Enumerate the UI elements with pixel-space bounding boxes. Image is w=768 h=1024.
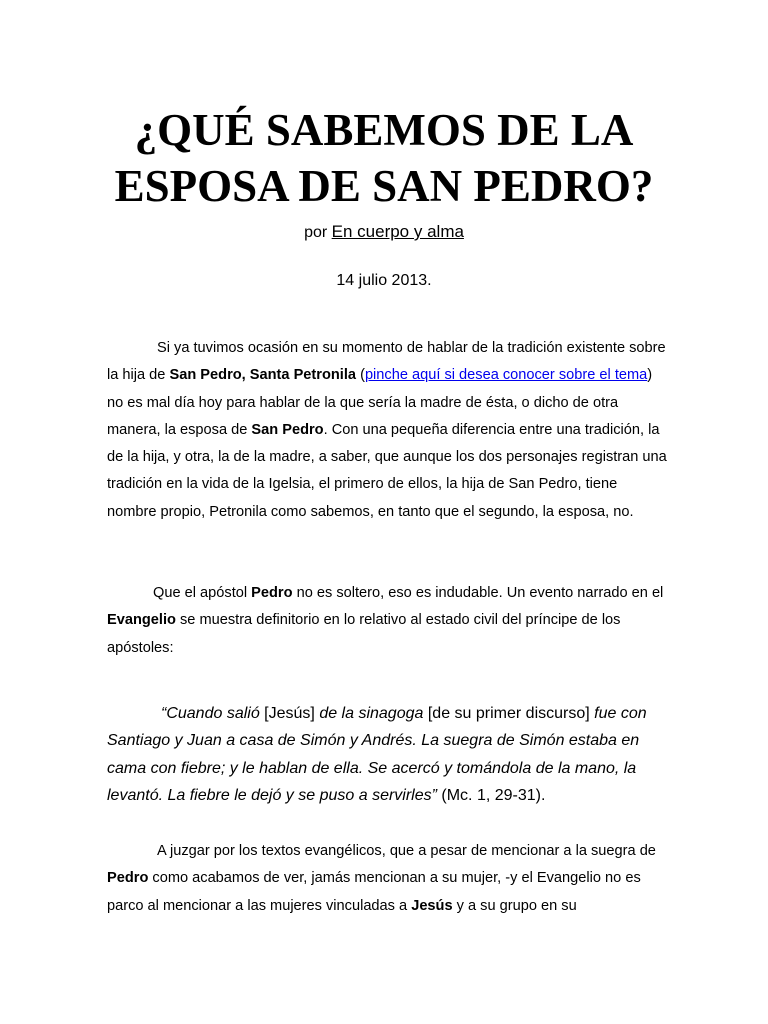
petronila-link[interactable]: pinche aquí si desea conocer sobre el tema <box>364 367 648 384</box>
paragraph-text: [Jesús] <box>259 705 320 722</box>
bold-text: San Pedro, Santa Petronila <box>169 367 357 384</box>
paragraph-text: Si ya tuvimos ocasión en su momento de hablar de la tradición existente sobre la hija de <box>107 340 666 384</box>
bold-text: Jesús <box>411 897 453 914</box>
byline-prefix: por <box>304 224 328 241</box>
paragraph-text: . Con una pequeña diferencia entre una tradición, la de la hija, y otra, la de la madre, a saber, que aunque los dos personajes registran una tradición en la vida de la Igelsia, el primero de ellos, la hija de San Pedro, tiene nombre propio, Petronila como sabemos, en tanto que el segundo, la esposa, no. <box>107 421 667 520</box>
author-link[interactable]: En cuerpo y alma <box>331 222 464 241</box>
citation: (Mc. 1, 29-31). <box>436 786 546 804</box>
paragraph-text: no es soltero, eso es indudable. Un evento narrado en el <box>292 585 664 601</box>
title-line-1: ¿QUÉ SABEMOS DE LA <box>134 105 634 155</box>
italic-text: “Cuando salió <box>161 705 260 722</box>
paragraph-2 <box>107 580 667 662</box>
bold-text: Evangelio <box>107 612 176 629</box>
gospel-quote <box>107 700 667 809</box>
paragraph-1 <box>107 335 667 526</box>
paragraph-text: [de su primer discurso] <box>423 705 595 722</box>
paragraph-text: y a su grupo en su <box>452 897 577 914</box>
italic-text: fue con Santiago y Juan a casa de Simón y Andrés. La suegra de Simón estaba en cama con fiebre; y le hablan de ella. Se acercó y tomándola de la mano, la levantó. La fiebre le dejó y se puso a servirles” <box>107 705 647 804</box>
title-line-2: ESPOSA DE SAN PEDRO? <box>114 161 654 211</box>
paragraph-text: como acabamos de ver, jamás mencionan a su mujer, -y el Evangelio no es parco al mencionar a las mujeres vinculadas a <box>107 870 641 914</box>
paragraph-text: se muestra definitorio en lo relativo al estado civil del príncipe de los apóstoles: <box>107 612 621 656</box>
publication-date: 14 julio 2013. <box>336 272 432 289</box>
paragraph-text: ( <box>356 367 365 384</box>
bold-text: Pedro <box>107 870 149 887</box>
paragraph-text: A juzgar por los textos evangélicos, que a pesar de mencionar a la suegra de <box>157 843 656 859</box>
bold-text: Pedro <box>251 585 293 601</box>
paragraph-4 <box>107 838 667 920</box>
article-title <box>60 102 708 214</box>
paragraph-text: ) no es mal día hoy para hablar de la que sería la madre de ésta, o dicho de otra manera, la esposa de <box>107 367 653 438</box>
bold-text: San Pedro <box>251 421 324 438</box>
byline <box>0 220 768 245</box>
paragraph-text: Que el apóstol <box>153 585 252 601</box>
italic-text: de la sinagoga <box>319 705 424 722</box>
